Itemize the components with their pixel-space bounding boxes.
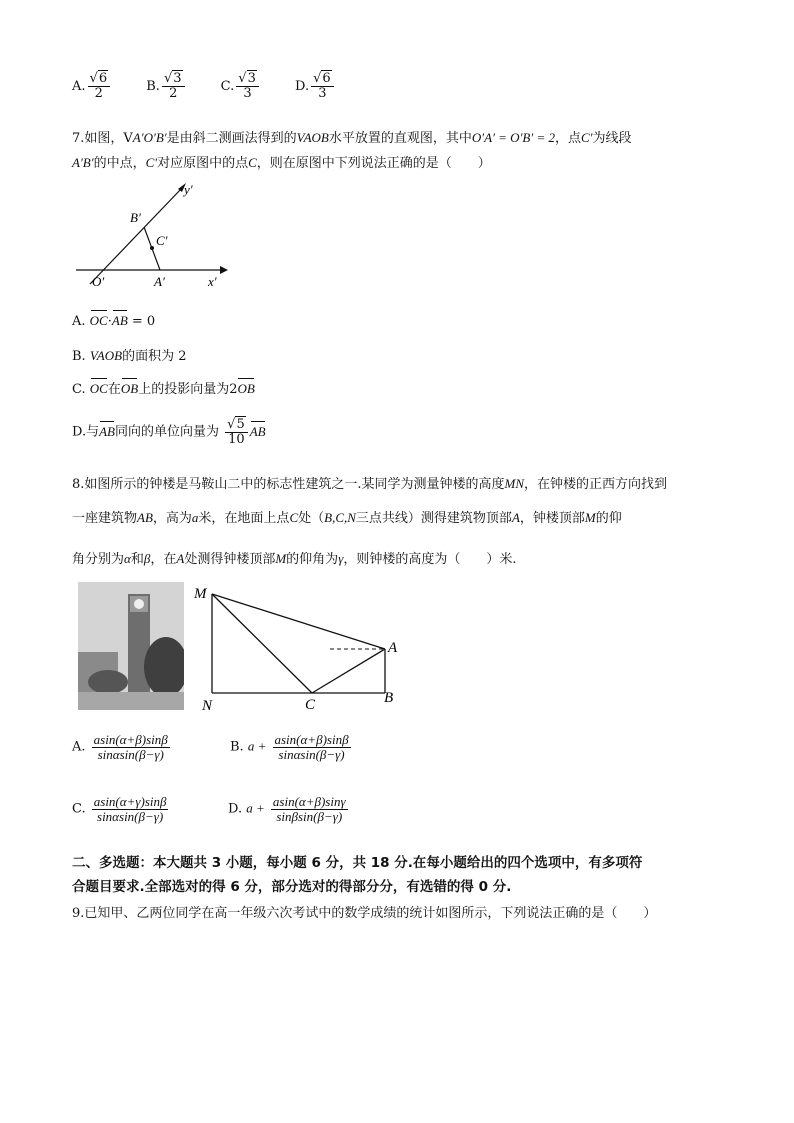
label-n: N: [202, 698, 213, 714]
fraction: $\frac{asin(\alpha+\beta)\sin\beta}{\sin\alpha\sin(\beta-\gamma)}$: [274, 732, 349, 762]
q7-oblique-figure: [70, 178, 230, 293]
q7-stem-line2: A′B′的中点，C′对应原图中的点C，则在原图中下列说法正确的是（ ）: [72, 155, 491, 171]
x-axis-arrow: [220, 266, 228, 274]
fraction: $\frac{asin(\alpha+\beta)\sin\beta}{\sin\alpha\sin(\beta-\gamma)}$: [93, 732, 168, 762]
point-c: [150, 246, 154, 250]
label-c: C′: [156, 233, 168, 248]
q8-stem-line3: 角分别为α和β，在A处测得钟楼顶部M的仰角为γ，则钟楼的高度为（ ）米.: [72, 551, 517, 567]
q7-stem-line1: 7.如图，VA′O′B′是由斜二测画法得到的VAOB水平放置的直观图，其中O′A′ = O′B′ = 2，点C′为线段: [72, 130, 632, 146]
label-m: M: [194, 586, 207, 602]
label-c: C: [305, 697, 316, 713]
q6-option-d[interactable]: D. $\frac{√6}{3}$: [295, 72, 336, 100]
q7-option-d[interactable]: D.与AB同向的单位向量为 $\frac{√5}{10}$ AB: [72, 417, 266, 447]
segment-ca: [312, 649, 385, 693]
q8-stem-line1: 8.如图所示的钟楼是马鞍山二中的标志性建筑之一.某同学为测量钟楼的高度MN，在钟楼的正西方向找到: [72, 476, 668, 492]
q7-option-b[interactable]: B. VAOB的面积为 2: [72, 348, 187, 364]
label-a: A′: [154, 274, 165, 289]
q6-option-b[interactable]: B. $\frac{√3}{2}$: [146, 72, 186, 100]
x-axis-label: x′: [208, 274, 217, 289]
section-heading-line2: 合题目要求.全部选对的得 6 分，部分选对的得部分分，有选错的得 0 分.: [72, 879, 512, 895]
q8-triangle-figure: [192, 580, 407, 715]
fraction: $\frac{√3}{2}$: [162, 72, 185, 100]
y-axis-label: y′: [184, 182, 193, 197]
q8-option-c[interactable]: C. $\frac{asin(\alpha+\gamma)\sin\beta}{\sin\alpha\sin(\beta-\gamma)}$: [72, 794, 167, 824]
label-b: B: [384, 690, 394, 706]
fraction: $\frac{asin(\alpha+\beta)\sin\gamma}{\sin\beta\sin(\beta-\gamma)}$: [272, 794, 346, 824]
q8-option-a[interactable]: A. $\frac{asin(\alpha+\beta)\sin\beta}{\sin\alpha\sin(\beta-\gamma)}$: [72, 732, 168, 762]
label-o: O′: [92, 274, 105, 289]
fraction: $\frac{√5}{10}$: [225, 418, 248, 446]
label-b: B′: [130, 210, 141, 225]
segment-mc: [212, 594, 312, 693]
q6-option-c[interactable]: C. $\frac{√3}{3}$: [221, 72, 261, 100]
section-heading-line1: 二、多选题：本大题共 3 小题，每小题 6 分，共 18 分.在每小题给出的四个选项中，有多项符: [72, 855, 643, 871]
label-a: A: [388, 640, 398, 656]
q8-option-b[interactable]: B. a + $\frac{asin(\alpha+\beta)\sin\beta}{\sin\alpha\sin(\beta-\gamma)}$: [230, 732, 349, 762]
segment-ma: [212, 594, 385, 649]
q8-option-d[interactable]: D. a + $\frac{asin(\alpha+\beta)\sin\gamma}{\sin\beta\sin(\beta-\gamma)}$: [228, 794, 346, 824]
fraction: $\frac{asin(\alpha+\gamma)\sin\beta}{\sin\alpha\sin(\beta-\gamma)}$: [93, 794, 167, 824]
q7-option-a[interactable]: A. OC·AB = 0: [72, 313, 156, 329]
q6-option-a[interactable]: A. $\frac{√6}{2}$: [72, 72, 112, 100]
clock-tower-photo: [78, 582, 184, 710]
clock-tower-illustration: [78, 582, 184, 710]
q9-stem: 9.已知甲、乙两位同学在高一年级六次考试中的数学成绩的统计如图所示，下列说法正确的是（ ）: [72, 906, 657, 921]
fraction: $\frac{√6}{3}$: [311, 72, 334, 100]
fraction: $\frac{√3}{3}$: [236, 72, 259, 100]
q7-option-c[interactable]: C. OC在OB上的投影向量为2OB: [72, 381, 255, 397]
q8-stem-line2: 一座建筑物AB，高为a米，在地面上点C处（B,C,N三点共线）测得建筑物顶部A，钟楼顶部M的仰: [72, 510, 622, 526]
fraction: $\frac{√6}{2}$: [88, 72, 111, 100]
q6-options: [72, 72, 366, 100]
